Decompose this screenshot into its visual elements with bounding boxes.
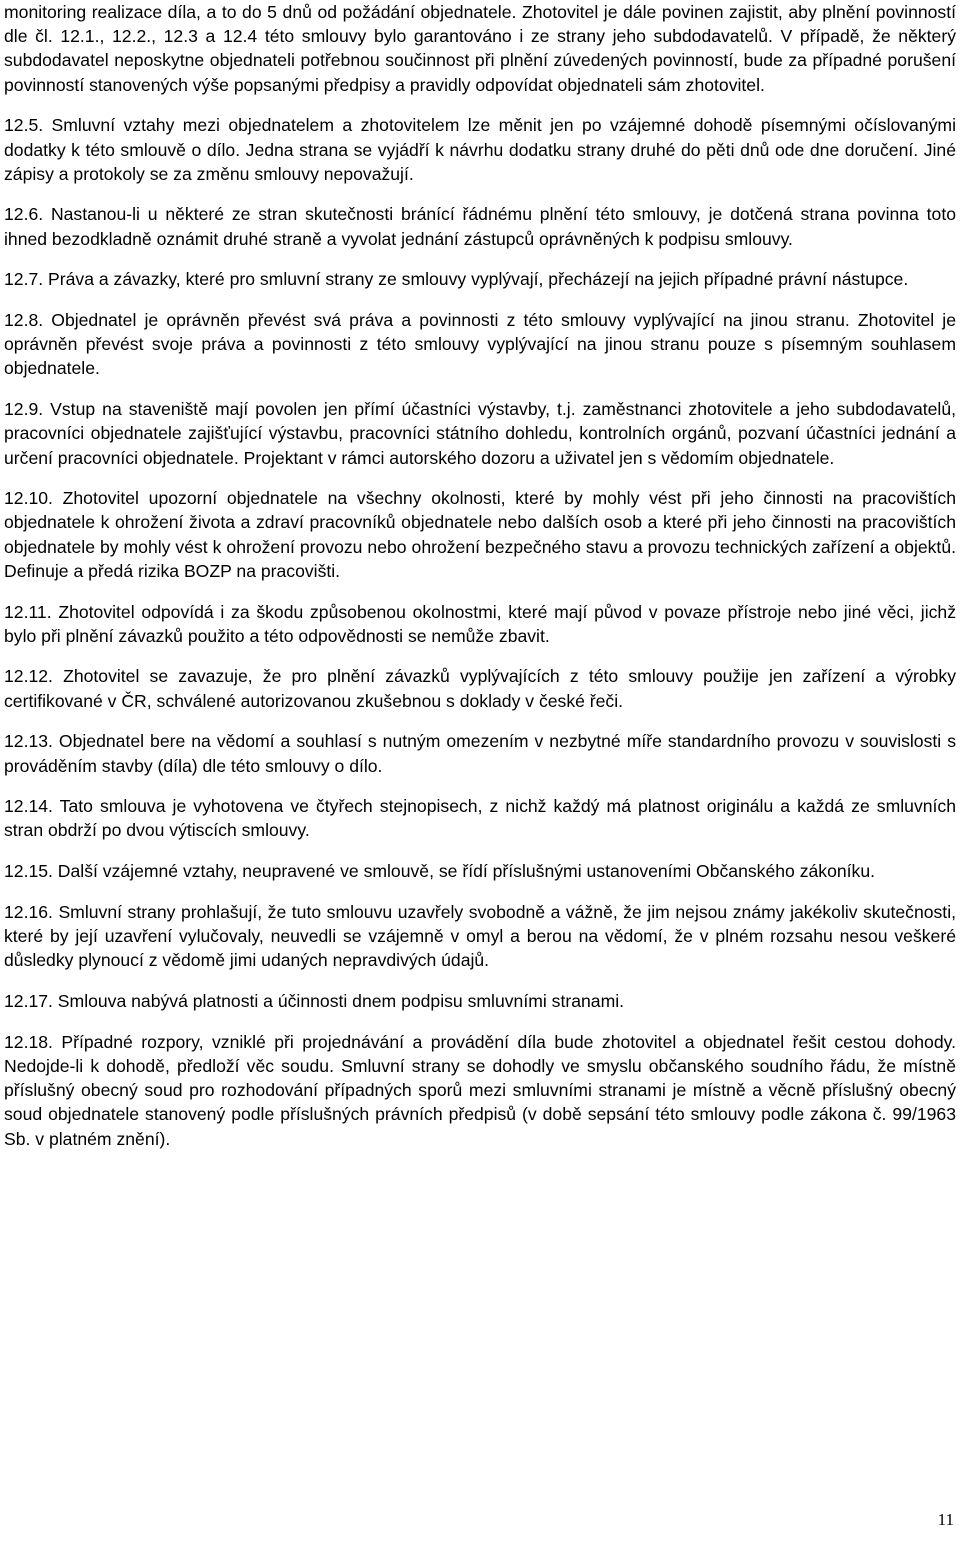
paragraph-12-11: 12.11. Zhotovitel odpovídá i za škodu způsobenou okolnostmi, které mají původ v povaze přístroje nebo jiné věci, jichž bylo při plnění závazků použito a této odpovědnosti se nemůže zbavit. [4, 601, 956, 646]
paragraph-12-12: 12.12. Zhotovitel se zavazuje, že pro plnění závazků vyplývajících z této smlouvy použije jen zařízení a výrobky certifikované v ČR, schválené autorizovanou zkušebnou s doklady v české řeči. [4, 666, 956, 711]
paragraph-12-17: 12.17. Smlouva nabývá platnosti a účinnosti dnem podpisu smluvními stranami. [4, 991, 625, 1011]
paragraph-continuation: monitoring realizace díla, a to do 5 dnů od požádání objednatele. Zhotovitel je dále povinen zajistit, aby plnění povinností dle čl. 12.1., 12.2., 12.3 a 12.4 této smlouvy bylo garantováno i ze strany jeho subdodavatelů. V případě, že některý subdodavatel neposkytne objednateli potřebnou součinnost při plnění zúvedených povinností, bude za případné porušení povinností stanovených výše popsanými předpisy a pravidly odpovídat objednateli sám zhotovitel. [4, 2, 956, 95]
document-body [4, 0, 956, 1167]
paragraph-12-6: 12.6. Nastanou-li u některé ze stran skutečnosti bránící řádnému plnění této smlouvy, je dotčená strana povinna toto ihned bezodkladně oznámit druhé straně a vyvolat jednání zástupců oprávněných k podpisu smlouvy. [4, 204, 956, 249]
page-number: 11 [937, 1510, 954, 1529]
paragraph-12-13: 12.13. Objednatel bere na vědomí a souhlasí s nutným omezením v nezbytné míře standardního provozu v souvislosti s prováděním stavby (díla) dle této smlouvy o dílo. [4, 731, 956, 776]
paragraph-12-15: 12.15. Další vzájemné vztahy, neupravené ve smlouvě, se řídí příslušnými ustanoveními Občanského zákoníku. [4, 861, 876, 882]
paragraph-12-14: 12.14. Tato smlouva je vyhotovena ve čtyřech stejnopisech, z nichž každý má platnost originálu a každá ze smluvních stran obdrží po dvou výtiscích smlouvy. [4, 796, 956, 841]
paragraph-12-16: 12.16. Smluvní strany prohlašují, že tuto smlouvu uzavřely svobodně a vážně, že jim nejsou známy jakékoliv skutečnosti, které by její uzavření vylučovaly, neuvedli se vzájemně v omyl a berou na vědomí, že v plném rozsahu nesou veškeré důsledky plynoucí z vědomě jimi udaných nepravdivých údajů. [4, 901, 956, 971]
paragraph-12-9: 12.9. Vstup na staveniště mají povolen jen přímí účastníci výstavby, t.j. zaměstnanci zhotovitele a jeho subdodavatelů, pracovníci objednatele zajišťující výstavbu, pracovníci státního dohledu, kontrolních orgánů, pozvaní účastníci jednání a určení pracovníci objednatele. Projektant v rámci autorského dozoru a uživatel jen s vědomím objednatele. [4, 399, 956, 468]
paragraph-12-5: 12.5. Smluvní vztahy mezi objednatelem a zhotovitelem lze měnit jen po vzájemné dohodě písemnými očíslovanými dodatky k této smlouvě o dílo. Jedna strana se vyjádří k návrhu dodatku strany druhé do pěti dnů ode dne doručení. Jiné zápisy a protokoly se za změnu smlouvy nepovažují. [4, 115, 956, 184]
paragraph-12-18: 12.18. Případné rozpory, vzniklé při projednávání a provádění díla bude zhotovitel a objednatel řešit cestou dohody. Nedojde-li k dohodě, předloží věc soudu. Smluvní strany se dohodly ve smyslu občanského soudního řádu, že místně příslušný obecný soud pro rozhodování případných sporů mezi smluvními stranami je místně a věcně příslušný obecný soud objednatele stanovený podle příslušných právních předpisů (v době sepsání této smlouvy podle zákona č. 99/1963 Sb. v platném znění). [4, 1031, 956, 1149]
paragraph-12-7: 12.7. Práva a závazky, které pro smluvní strany ze smlouvy vyplývají, přecházejí na jejich případné právní nástupce. [4, 269, 909, 290]
paragraph-12-8: 12.8. Objednatel je oprávněn převést svá práva a povinnosti z této smlouvy vyplývající na jinou stranu. Zhotovitel je oprávněn převést svoje práva a povinnosti z této smlouvy vyplývající na jinou stranu pouze s písemným souhlasem objednatele. [4, 310, 956, 379]
paragraph-12-10: 12.10. Zhotovitel upozorní objednatele na všechny okolnosti, které by mohly vést při jeho činnosti na pracovištích objednatele k ohrožení života a zdraví pracovníků objednatele nebo dalších osob a které při jeho činnosti na pracovištích objednatele by mohly vést k ohrožení provozu nebo ohrožení bezpečného stavu a provozu technických zařízení a objektů. Definuje a předá rizika BOZP na pracovišti. [4, 488, 956, 581]
